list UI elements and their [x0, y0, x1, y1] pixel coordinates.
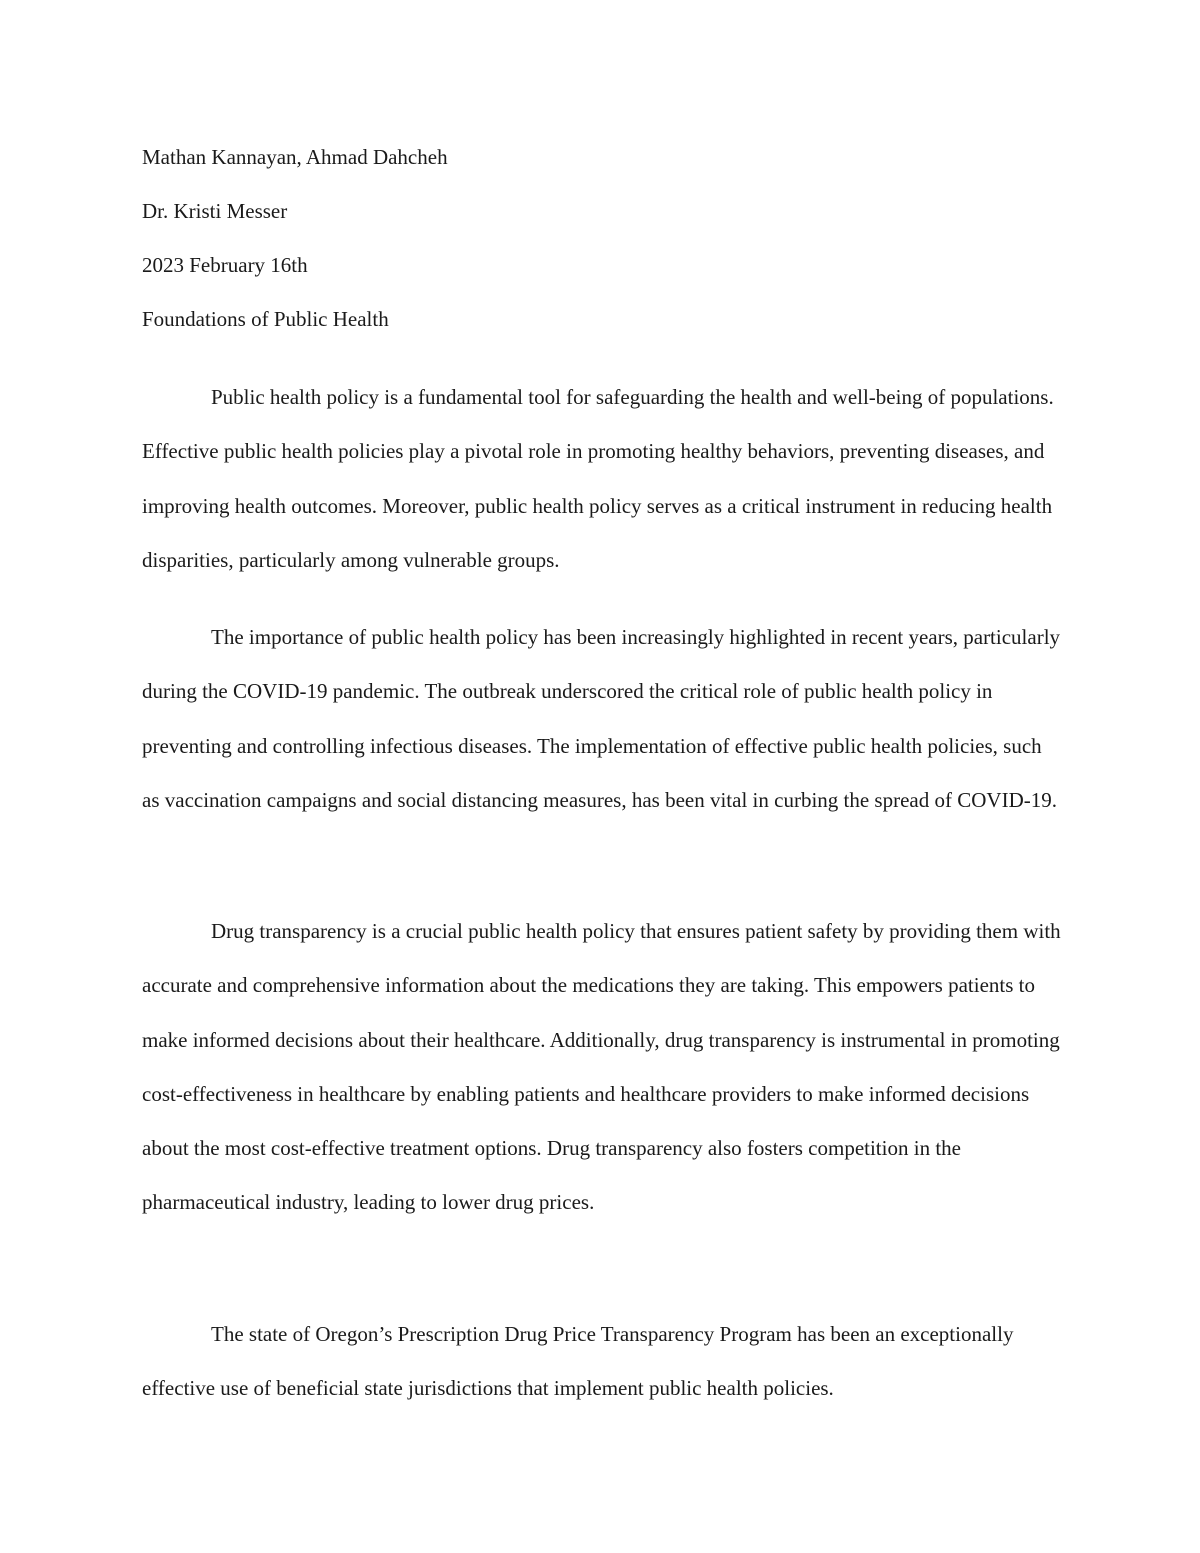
- paragraph-1: Public health policy is a fundamental tool for safeguarding the health and well-being of populations. Effective public health policies play a pivotal role in promoting healthy behaviors, preventing diseases, and improving health outcomes. Moreover, public health policy serves as a critical instrument in reducing health disparities, particularly among vulnerable groups.: [142, 385, 1054, 572]
- instructor-name: Dr. Kristi Messer: [142, 199, 288, 223]
- paragraph-2: The importance of public health policy has been increasingly highlighted in recent years, particularly during the COVID-19 pandemic. The outbreak underscored the critical role of public health policy in preventing and controlling infectious diseases. The implementation of effective public health policies, such as vaccination campaigns and social distancing measures, has been vital in curbing the spread of COVID-19.: [142, 625, 1061, 812]
- paragraph-4: The state of Oregon’s Prescription Drug Price Transparency Program has been an exceptionally effective use of beneficial state jurisdictions that implement public health policies.: [142, 1322, 1014, 1401]
- author-names: Mathan Kannayan, Ahmad Dahcheh: [142, 145, 448, 169]
- document-date: 2023 February 16th: [142, 253, 308, 277]
- paragraph-3: Drug transparency is a crucial public health policy that ensures patient safety by providing them with accurate and comprehensive information about the medications they are taking. This empowers patients to make informed decisions about their healthcare. Additionally, drug transparency is instrumental in promoting cost-effectiveness in healthcare by enabling patients and healthcare providers to make informed decisions about the most cost-effective treatment options. Drug transparency also fosters competition in the pharmaceutical industry, leading to lower drug prices.: [142, 919, 1061, 1215]
- course-title: Foundations of Public Health: [142, 307, 389, 331]
